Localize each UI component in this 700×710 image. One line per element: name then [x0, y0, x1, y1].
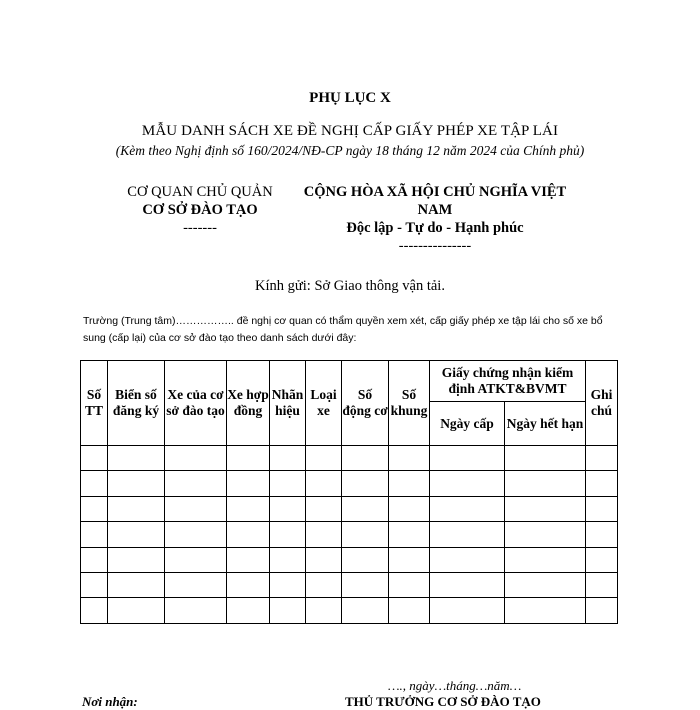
col-header-owned-vehicle: Xe của cơ sở đào tạo — [165, 361, 227, 446]
table-row — [81, 572, 618, 597]
table-row — [81, 547, 618, 572]
col-header-engine-no: Số động cơ — [342, 361, 389, 446]
table-cell[interactable] — [270, 522, 306, 547]
table-cell[interactable] — [306, 572, 342, 597]
date-line: …., ngày…tháng…năm… — [388, 678, 522, 693]
table-cell[interactable] — [430, 496, 505, 521]
table-cell[interactable] — [270, 446, 306, 471]
table-cell[interactable] — [270, 471, 306, 496]
table-cell[interactable] — [505, 446, 586, 471]
table-cell[interactable] — [342, 522, 389, 547]
table-cell[interactable] — [165, 522, 227, 547]
form-subtitle: (Kèm theo Nghị định số 160/2024/NĐ-CP ngày 18 tháng 12 năm 2024 của Chính phủ) — [115, 143, 585, 158]
table-cell[interactable] — [227, 572, 270, 597]
table-cell[interactable] — [81, 522, 108, 547]
col-header-issue-date: Ngày cấp — [430, 402, 505, 446]
table-cell[interactable] — [108, 572, 165, 597]
recipients-label: Nơi nhận: — [82, 694, 138, 709]
table-cell[interactable] — [306, 522, 342, 547]
col-header-notes: Ghi chú — [586, 361, 618, 446]
col-header-no: Số TT — [81, 361, 108, 446]
table-cell[interactable] — [306, 547, 342, 572]
table-cell[interactable] — [270, 496, 306, 521]
table-cell[interactable] — [430, 471, 505, 496]
table-row — [81, 446, 618, 471]
table-cell[interactable] — [430, 598, 505, 623]
table-row — [81, 598, 618, 623]
table-cell[interactable] — [389, 446, 430, 471]
table-cell[interactable] — [430, 446, 505, 471]
table-row — [81, 522, 618, 547]
signatory-title: THỦ TRƯỞNG CƠ SỞ ĐÀO TẠO — [345, 694, 541, 709]
table-cell[interactable] — [81, 547, 108, 572]
table-cell[interactable] — [505, 522, 586, 547]
table-cell[interactable] — [342, 471, 389, 496]
table-cell[interactable] — [505, 547, 586, 572]
intro-paragraph: Trường (Trung tâm)…………….. đề nghị cơ quan có thẩm quyền xem xét, cấp giấy phép xe tập lái cho số xe bổ sung (cấp lại) của cơ sở đào tạo theo danh sách dưới đây: — [83, 315, 603, 344]
table-cell[interactable] — [389, 572, 430, 597]
table-cell[interactable] — [81, 572, 108, 597]
table-cell[interactable] — [81, 496, 108, 521]
form-title: MẪU DANH SÁCH XE ĐỀ NGHỊ CẤP GIẤY PHÉP XE TẬP LÁI — [141, 123, 559, 139]
country-name: CỘNG HÒA XÃ HỘI CHỦ NGHĨA VIỆT NAM — [303, 184, 567, 218]
table-cell[interactable] — [389, 547, 430, 572]
table-cell[interactable] — [505, 496, 586, 521]
table-cell[interactable] — [165, 547, 227, 572]
table-cell[interactable] — [227, 496, 270, 521]
table-cell[interactable] — [586, 446, 618, 471]
recipient-line: Kính gửi: Sở Giao thông vận tải. — [255, 278, 445, 294]
table-cell[interactable] — [108, 598, 165, 623]
table-cell[interactable] — [108, 446, 165, 471]
col-header-contract-vehicle: Xe hợp đồng — [227, 361, 270, 446]
table-cell[interactable] — [270, 598, 306, 623]
table-cell[interactable] — [342, 496, 389, 521]
table-cell[interactable] — [165, 572, 227, 597]
table-cell[interactable] — [306, 496, 342, 521]
col-header-brand: Nhãn hiệu — [270, 361, 306, 446]
table-cell[interactable] — [270, 547, 306, 572]
table-cell[interactable] — [389, 522, 430, 547]
table-cell[interactable] — [306, 446, 342, 471]
table-cell[interactable] — [430, 572, 505, 597]
table-row — [81, 471, 618, 496]
table-cell[interactable] — [430, 547, 505, 572]
table-cell[interactable] — [165, 496, 227, 521]
table-cell[interactable] — [389, 496, 430, 521]
table-cell[interactable] — [108, 547, 165, 572]
table-cell[interactable] — [270, 572, 306, 597]
appendix-title: PHỤ LỤC X — [309, 90, 391, 106]
col-header-plate: Biển số đăng ký — [108, 361, 165, 446]
table-cell[interactable] — [505, 471, 586, 496]
table-cell[interactable] — [586, 598, 618, 623]
table-cell[interactable] — [108, 522, 165, 547]
table-cell[interactable] — [586, 522, 618, 547]
table-cell[interactable] — [108, 496, 165, 521]
table-cell[interactable] — [342, 446, 389, 471]
table-cell[interactable] — [586, 572, 618, 597]
table-cell[interactable] — [227, 446, 270, 471]
col-header-inspection-group: Giấy chứng nhận kiểm định ATKT&BVMT — [430, 361, 586, 402]
training-facility-label: CƠ SỞ ĐÀO TẠO — [142, 202, 258, 218]
col-header-vehicle-type: Loại xe — [306, 361, 342, 446]
table-cell[interactable] — [165, 598, 227, 623]
table-cell[interactable] — [165, 446, 227, 471]
table-cell[interactable] — [165, 471, 227, 496]
table-cell[interactable] — [227, 598, 270, 623]
table-cell[interactable] — [227, 471, 270, 496]
agency-divider: ------- — [183, 220, 217, 236]
table-cell[interactable] — [505, 598, 586, 623]
col-header-expiry-date: Ngày hết hạn — [505, 402, 586, 446]
table-cell[interactable] — [389, 471, 430, 496]
table-cell[interactable] — [430, 522, 505, 547]
table-cell[interactable] — [586, 496, 618, 521]
table-cell[interactable] — [389, 598, 430, 623]
table-cell[interactable] — [81, 471, 108, 496]
table-cell[interactable] — [306, 598, 342, 623]
vehicle-list-table — [80, 360, 618, 624]
table-cell[interactable] — [81, 598, 108, 623]
national-header — [285, 183, 585, 255]
table-cell[interactable] — [81, 446, 108, 471]
table-cell[interactable] — [342, 598, 389, 623]
table-cell[interactable] — [505, 572, 586, 597]
agency-header — [90, 183, 310, 237]
table-cell[interactable] — [586, 471, 618, 496]
motto-divider: --------------- — [398, 238, 472, 254]
table-cell[interactable] — [586, 547, 618, 572]
table-row — [81, 496, 618, 521]
table-cell[interactable] — [306, 471, 342, 496]
table-cell[interactable] — [108, 471, 165, 496]
table-body — [81, 446, 618, 624]
governing-agency-label: CƠ QUAN CHỦ QUẢN — [127, 184, 273, 200]
table-cell[interactable] — [227, 522, 270, 547]
table-cell[interactable] — [227, 547, 270, 572]
table-cell[interactable] — [342, 547, 389, 572]
table-cell[interactable] — [342, 572, 389, 597]
national-motto: Độc lập - Tự do - Hạnh phúc — [346, 220, 524, 236]
col-header-chassis-no: Số khung — [389, 361, 430, 446]
